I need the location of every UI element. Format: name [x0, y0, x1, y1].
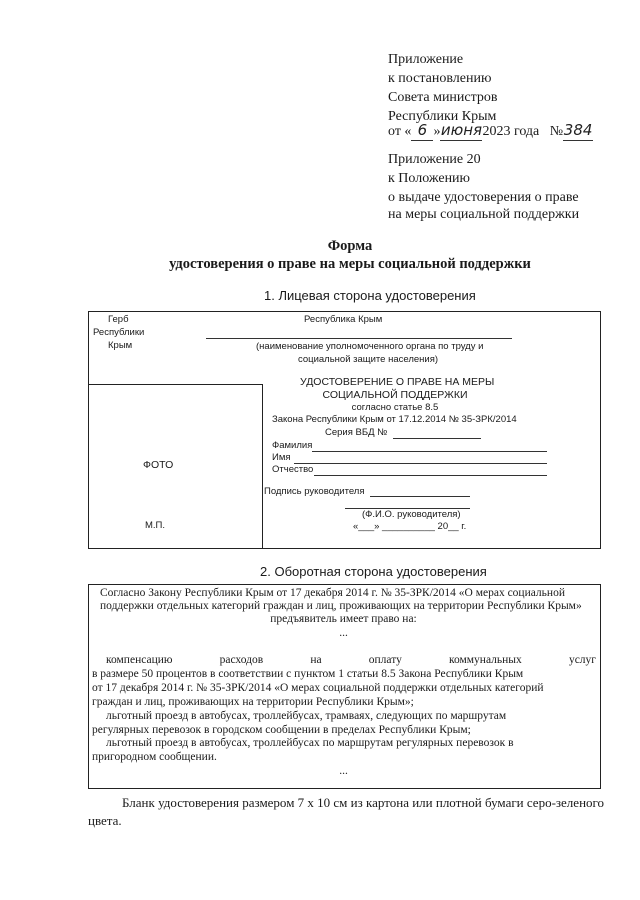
date-day: 6 [411, 121, 433, 141]
date-mid: » [433, 124, 441, 139]
annex-line-4: на меры социальной поддержки [388, 207, 580, 222]
photo-box [88, 384, 263, 549]
section-2-title: 2. Оборотная сторона удостоверения [260, 564, 487, 579]
series-line[interactable] [393, 438, 481, 439]
header-date-line [388, 121, 593, 141]
org-note-2: социальной защите населения) [298, 354, 439, 365]
suburban-transit-line-1: льготный проезд в автобусах, троллейбусах по маршрутам регулярных перевозок в [106, 737, 514, 749]
issue-date-line: «___» __________ 20__ г. [353, 521, 467, 532]
footer-line-2: цвета. [88, 813, 122, 828]
stamp-label: М.П. [145, 520, 166, 531]
intro-line-3: предъявитель имеет право на: [270, 613, 417, 625]
signature-label: Подпись руководителя [264, 486, 365, 497]
comp-word: услуг [568, 654, 596, 666]
intro-line-2: поддержки отдельных категорий граждан и лиц, проживающих на территории Республики Крым» [100, 600, 582, 612]
section-1-title: 1. Лицевая сторона удостоверения [264, 288, 476, 303]
header-line-4: Республики Крым [388, 109, 497, 124]
signature-line[interactable] [370, 496, 470, 497]
patronymic-label: Отчество [272, 464, 314, 475]
comp-word: оплату [368, 654, 402, 666]
ellipsis-bottom: ... [339, 765, 348, 777]
doc-title-1: УДОСТОВЕРЕНИЕ О ПРАВЕ НА МЕРЫ [300, 376, 495, 388]
annex-line-1: Приложение 20 [388, 152, 481, 167]
header-line-2: к постановлению [388, 71, 492, 86]
patronymic-line[interactable] [314, 475, 547, 476]
law-ref-1: согласно статье 8.5 [351, 402, 439, 413]
date-month: июня [440, 121, 483, 139]
comp-word: компенсацию [106, 654, 173, 666]
series-label: Серия ВБД № [325, 427, 388, 438]
comp-word: расходов [219, 654, 264, 666]
comp-word: коммунальных [448, 654, 522, 666]
annex-line-2: к Положению [388, 171, 471, 186]
header-line-3: Совета министров [388, 90, 498, 105]
compensation-line-2: в размере 50 процентов в соответствии с пунктом 1 статьи 8.5 Закона Республики Крым [92, 668, 524, 680]
compensation-line-4: граждан и лиц, проживающих на территории Республики Крым»; [92, 696, 414, 708]
coat-line-3: Крым [108, 340, 133, 351]
name-label: Имя [272, 452, 291, 463]
doc-title-2: СОЦИАЛЬНОЙ ПОДДЕРЖКИ [322, 389, 468, 401]
org-name-line [206, 338, 512, 339]
intro-line-1: Согласно Закону Республики Крым от 17 декабря 2014 г. № 35-ЗРК/2014 «О мерах социальной [100, 587, 565, 599]
org-note-1: (наименование уполномоченного органа по труду и [256, 341, 484, 352]
coat-line-2: Республики [93, 327, 145, 338]
ellipsis-top: ... [339, 627, 348, 639]
fio-note: (Ф.И.О. руководителя) [362, 509, 461, 520]
coat-line-1: Герб [108, 314, 129, 325]
region-name: Республика Крым [304, 314, 383, 325]
number-sign: № [549, 124, 564, 139]
compensation-line-3: от 17 декабря 2014 г. № 35-ЗРК/2014 «О мерах социальной поддержки отдельных категорий [92, 682, 544, 694]
form-title: Форма [327, 238, 373, 254]
name-line[interactable] [294, 463, 547, 464]
surname-line[interactable] [312, 451, 547, 452]
date-prefix: от « [388, 124, 412, 139]
annex-line-3: о выдаче удостоверения о праве [388, 190, 579, 205]
doc-number: 384 [563, 121, 593, 139]
compensation-line-1 [106, 654, 596, 666]
photo-label: ФОТО [143, 459, 174, 471]
form-subtitle: удостоверения о праве на меры социальной поддержки [169, 256, 531, 272]
footer-line-1: Бланк удостоверения размером 7 х 10 см из картона или плотной бумаги серо-зеленого [122, 795, 605, 810]
law-ref-2: Закона Республики Крым от 17.12.2014 № 35-ЗРК/2014 [272, 414, 517, 425]
suburban-transit-line-2: пригородном сообщении. [92, 751, 217, 763]
surname-label: Фамилия [272, 440, 313, 451]
date-suffix: 2023 года [482, 124, 540, 139]
urban-transit-line-1: льготный проезд в автобусах, троллейбусах, трамваях, следующих по маршрутам [106, 710, 507, 722]
header-line-1: Приложение [388, 52, 464, 67]
urban-transit-line-2: регулярных перевозок в городском сообщении в пределах Республики Крым; [92, 724, 471, 736]
comp-word: на [310, 654, 322, 666]
